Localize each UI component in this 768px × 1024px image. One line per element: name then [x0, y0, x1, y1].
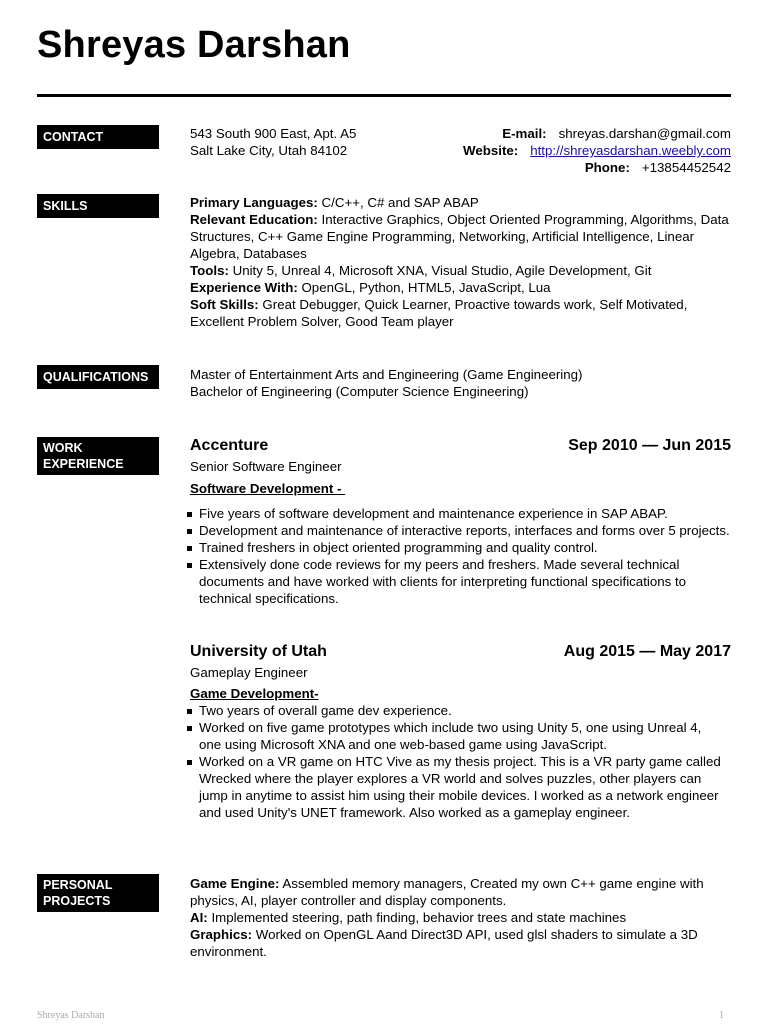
job-header-accenture: [190, 436, 731, 456]
project-graphics: [190, 926, 731, 960]
job-company: Accenture: [190, 437, 269, 454]
section-tag-projects-line-1: PERSONAL: [43, 878, 113, 892]
contact-details: [463, 125, 731, 176]
section-tag-skills: SKILLS: [37, 194, 159, 218]
job-bullets-accenture: [185, 505, 731, 607]
job-company: University of Utah: [190, 643, 327, 660]
project-engine-value: Assembled memory managers, Created my own C++ game engine with physics, AI, player controller and display components.: [190, 876, 704, 908]
skills-block: [190, 194, 731, 330]
project-ai-label: AI:: [190, 910, 208, 925]
skill-soft: [190, 296, 731, 330]
list-item: Development and maintenance of interactive reports, interfaces and forms over 5 projects.: [185, 522, 731, 539]
job-bullets-utah: [185, 702, 721, 821]
address-line-1: 543 South 900 East, Apt. A5: [190, 126, 357, 141]
job-section-heading: Game Development-: [190, 686, 319, 701]
list-item: Worked on five game prototypes which include two using Unity 5, one using Unreal 4, one using Microsoft XNA and one web-based game using JavaScript.: [185, 719, 721, 753]
website-row: [463, 142, 731, 159]
list-item: Extensively done code reviews for my peers and freshers. Made several technical documents and have worked with clients for interpreting functional specifications to technical specifications.: [185, 556, 731, 607]
website-label: Website:: [463, 143, 519, 158]
skill-education-value: Interactive Graphics, Object Oriented Programming, Algorithms, Data Structures, C++ Game Engine Programming, Networking, Artificial Intelligence, Linear Algebra, Databases: [190, 212, 729, 261]
skill-primary-value: C/C++, C# and SAP ABAP: [321, 195, 479, 210]
section-tag-contact: CONTACT: [37, 125, 159, 149]
skill-education-label: Relevant Education:: [190, 212, 318, 227]
email-value[interactable]: shreyas.darshan@gmail.com: [558, 126, 731, 141]
email-label: E-mail:: [502, 126, 547, 141]
phone-value: +13854452542: [641, 160, 731, 175]
skill-tools-value: Unity 5, Unreal 4, Microsoft XNA, Visual Studio, Agile Development, Git: [232, 263, 652, 278]
job-dates: Aug 2015 — May 2017: [563, 643, 731, 660]
skill-experience: [190, 279, 731, 296]
contact-address: [190, 125, 356, 159]
phone-row: [463, 159, 731, 176]
footer-name: Shreyas Darshan: [37, 1010, 105, 1021]
job-section-heading: Software Development -: [190, 481, 346, 496]
list-item: Trained freshers in object oriented programming and quality control.: [185, 539, 731, 556]
section-tag-personal-projects: [37, 874, 159, 912]
projects-block: [190, 875, 731, 960]
list-item: Worked on a VR game on HTC Vive as my thesis project. This is a VR party game called Wrecked where the player explores a VR world and solves puzzles, other players can jump in anytime to assist him using their mobile devices. I worked as a network engineer and used Unity's UNET framework. Also worked as a gameplay engineer.: [185, 753, 721, 821]
project-ai-value: Implemented steering, path finding, behavior trees and state machines: [211, 910, 627, 925]
job-role: Senior Software Engineer: [190, 459, 342, 474]
header-divider: [37, 94, 731, 97]
job-dates: Sep 2010 — Jun 2015: [568, 437, 731, 454]
project-engine: [190, 875, 731, 909]
section-tag-work-line-2: EXPERIENCE: [43, 457, 124, 471]
project-graphics-label: Graphics:: [190, 927, 253, 942]
skill-primary-label: Primary Languages:: [190, 195, 318, 210]
section-tag-work-line-1: WORK: [43, 441, 83, 455]
phone-label: Phone:: [584, 160, 630, 175]
qualification-item: Bachelor of Engineering (Computer Science Engineering): [190, 384, 529, 399]
skill-primary: [190, 194, 731, 211]
section-tag-work-experience: [37, 437, 159, 475]
list-item: Two years of overall game dev experience.: [185, 702, 721, 719]
skill-tools-label: Tools:: [190, 263, 229, 278]
job-role: Gameplay Engineer: [190, 665, 308, 680]
address-line-2: Salt Lake City, Utah 84102: [190, 143, 348, 158]
job-header-utah: [190, 642, 731, 662]
section-tag-qualifications: QUALIFICATIONS: [37, 365, 159, 389]
email-row: [463, 125, 731, 142]
skill-tools: [190, 262, 731, 279]
skill-experience-value: OpenGL, Python, HTML5, JavaScript, Lua: [301, 280, 551, 295]
skill-soft-label: Soft Skills:: [190, 297, 259, 312]
skill-education: [190, 211, 731, 262]
project-ai: [190, 909, 731, 926]
footer-page-number: 1: [719, 1010, 724, 1021]
list-item: Five years of software development and maintenance experience in SAP ABAP.: [185, 505, 731, 522]
resume-name: Shreyas Darshan: [37, 24, 351, 66]
skill-experience-label: Experience With:: [190, 280, 298, 295]
website-link[interactable]: http://shreyasdarshan.weebly.com: [530, 143, 731, 158]
project-graphics-value: Worked on OpenGL Aand Direct3D API, used glsl shaders to simulate a 3D environment.: [190, 927, 698, 959]
section-tag-projects-line-2: PROJECTS: [43, 894, 111, 908]
qualifications-block: [190, 366, 731, 400]
qualification-item: Master of Entertainment Arts and Engineering (Game Engineering): [190, 367, 583, 382]
skill-soft-value: Great Debugger, Quick Learner, Proactive towards work, Self Motivated, Excellent Problem Solver, Good Team player: [190, 297, 688, 329]
project-engine-label: Game Engine:: [190, 876, 280, 891]
